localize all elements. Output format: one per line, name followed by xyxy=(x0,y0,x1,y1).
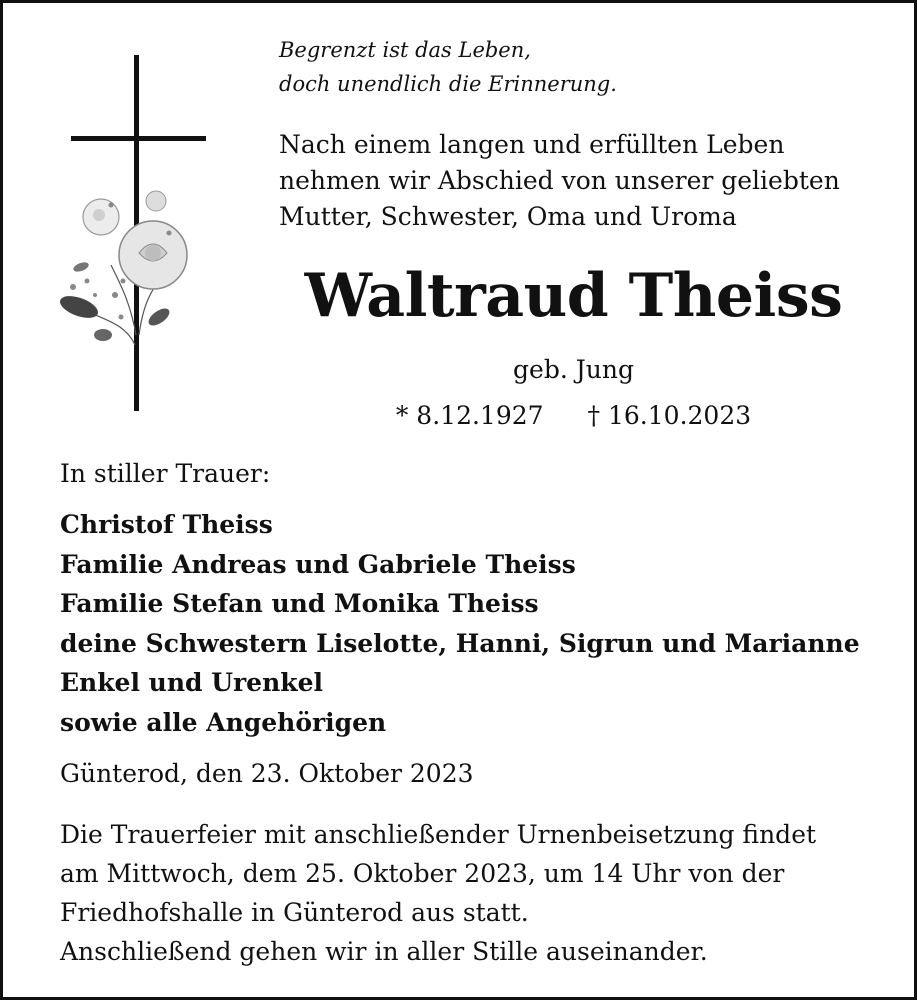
intro-text xyxy=(279,127,840,235)
quote-line: doch unendlich die Erinnerung. xyxy=(279,72,617,96)
mourners-list xyxy=(60,505,860,742)
mourner-entry: Familie Andreas und Gabriele Theiss xyxy=(60,549,576,579)
death-date: † 16.10.2023 xyxy=(587,401,752,430)
mourner-entry: Familie Stefan und Monika Theiss xyxy=(60,589,539,618)
memorial-quote xyxy=(279,33,617,101)
service-line: Die Trauerfeier mit anschließender Urnenbeisetzung findet xyxy=(60,820,817,849)
mourner-entry: sowie alle Angehörigen xyxy=(60,707,387,737)
intro-line: Nach einem langen und erfüllten Leben xyxy=(279,130,785,159)
mourners-label: In stiller Trauer: xyxy=(60,459,271,488)
mourner-entry: deine Schwestern Liselotte, Hanni, Sigrun und Marianne xyxy=(60,628,860,658)
birth-name: geb. Jung xyxy=(513,355,634,384)
service-line: am Mittwoch, dem 25. Oktober 2023, um 14 Uhr von der xyxy=(60,859,785,888)
deceased-name: Waltraud Theiss xyxy=(304,261,843,331)
intro-line: Mutter, Schwester, Oma und Uroma xyxy=(279,202,737,231)
service-details xyxy=(60,815,816,932)
quote-line: Begrenzt ist das Leben, xyxy=(279,38,531,62)
closing-note: Anschließend gehen wir in aller Stille auseinander. xyxy=(60,937,708,966)
intro-line: nehmen wir Abschied von unserer geliebten xyxy=(279,166,840,195)
birth-date: * 8.12.1927 xyxy=(395,401,544,430)
place-and-date: Günterod, den 23. Oktober 2023 xyxy=(60,759,474,788)
life-dates xyxy=(3,401,914,430)
mourner-entry: Enkel und Urenkel xyxy=(60,668,323,697)
service-line: Friedhofshalle in Günterod aus statt. xyxy=(60,898,529,927)
mourner-entry: Christof Theiss xyxy=(60,510,273,539)
